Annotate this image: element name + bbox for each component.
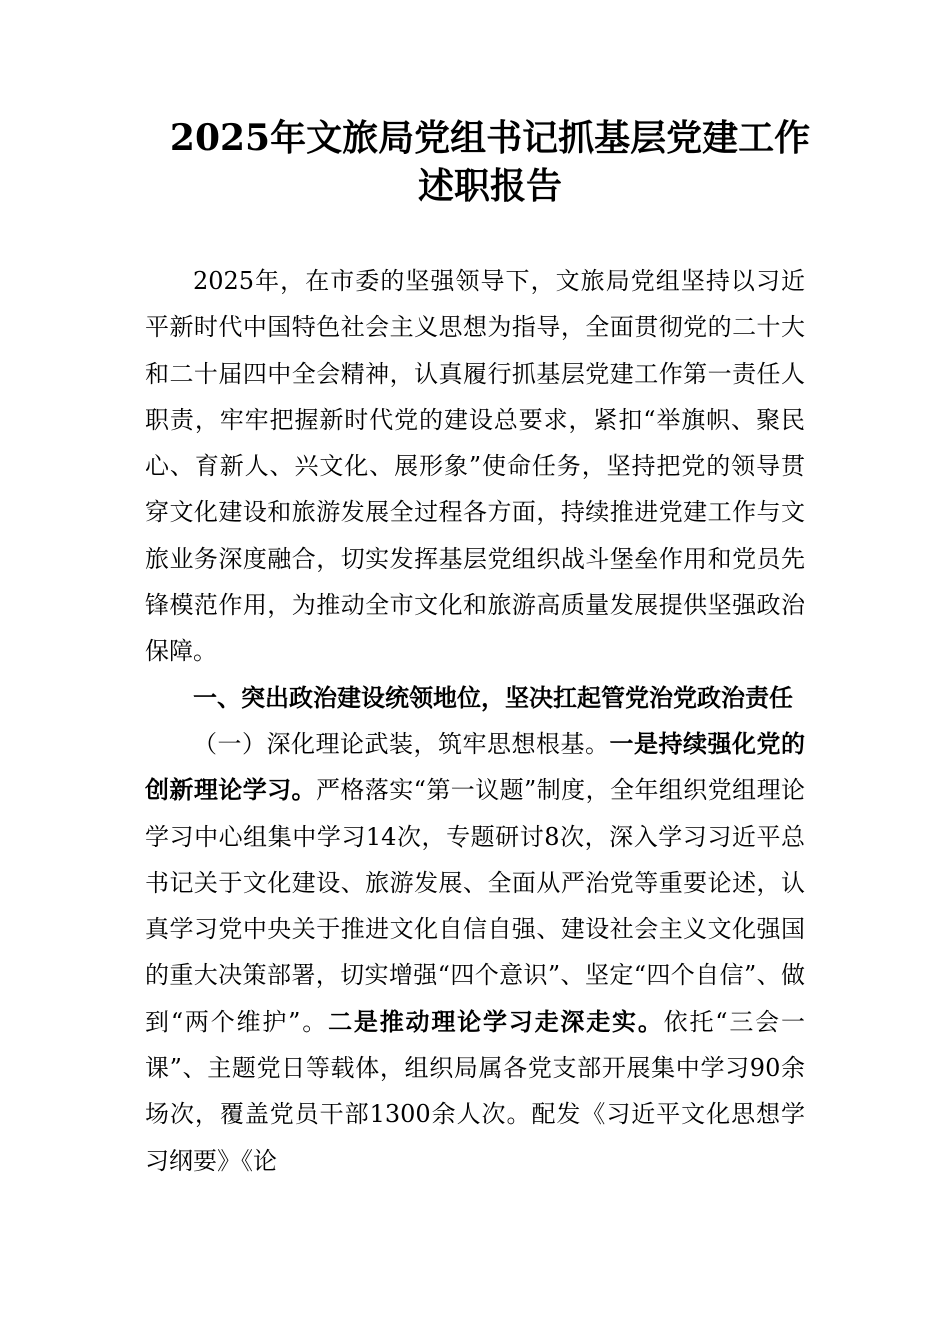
subsection-1-lead: （一）深化理论武装，筑牢思想根基。	[193, 729, 610, 758]
section-1-heading: 一、突出政治建设统领地位，坚决扛起管党治党政治责任	[193, 683, 793, 712]
subsection-1-point-1-heading: 一是持续强化党的创新理论学习。	[145, 728, 805, 805]
document-title-line-2: 述职报告	[417, 165, 562, 207]
subsection-1-paragraph	[145, 721, 805, 1184]
subsection-1-point-2-text: 依托“三会一课”、主题党日等载体，组织局属各党支部开展集中学习90余场次，覆盖党员干部1300余人次。配发《习近平文化思想学习纲要》《论	[145, 1007, 805, 1175]
subsection-1-point-1-text: 严格落实“第一议题”制度，全年组织党组理论学习中心组集中学习14次，专题研讨8次，深入学习习近平总书记关于文化建设、旅游发展、全面从严治党等重要论述，认真学习党中央关于推进文化自信自强、建设社会主义文化强国的重大决策部署，切实增强“四个意识”、坚定“四个自信”、做到“两个维护”。	[145, 776, 805, 1036]
subsection-1-point-2-heading: 二是推动理论学习走深走实。	[328, 1006, 664, 1036]
document-body	[145, 258, 805, 1184]
document-title-line-1: 2025年文旅局党组书记抓基层党建工作	[169, 117, 811, 159]
intro-paragraph: 2025年，在市委的坚强领导下，文旅局党组坚持以习近平新时代中国特色社会主义思想为指导，全面贯彻党的二十大和二十届四中全会精神，认真履行抓基层党建工作第一责任人职责，牢牢把握新时代党的建设总要求，紧扣“举旗帜、聚民心、育新人、兴文化、展形象”使命任务，坚持把党的领导贯穿文化建设和旅游发展全过程各方面，持续推进党建工作与文旅业务深度融合，切实发挥基层党组织战斗堡垒作用和党员先锋模范作用，为推动全市文化和旅游高质量发展提供坚强政治保障。	[145, 267, 805, 666]
